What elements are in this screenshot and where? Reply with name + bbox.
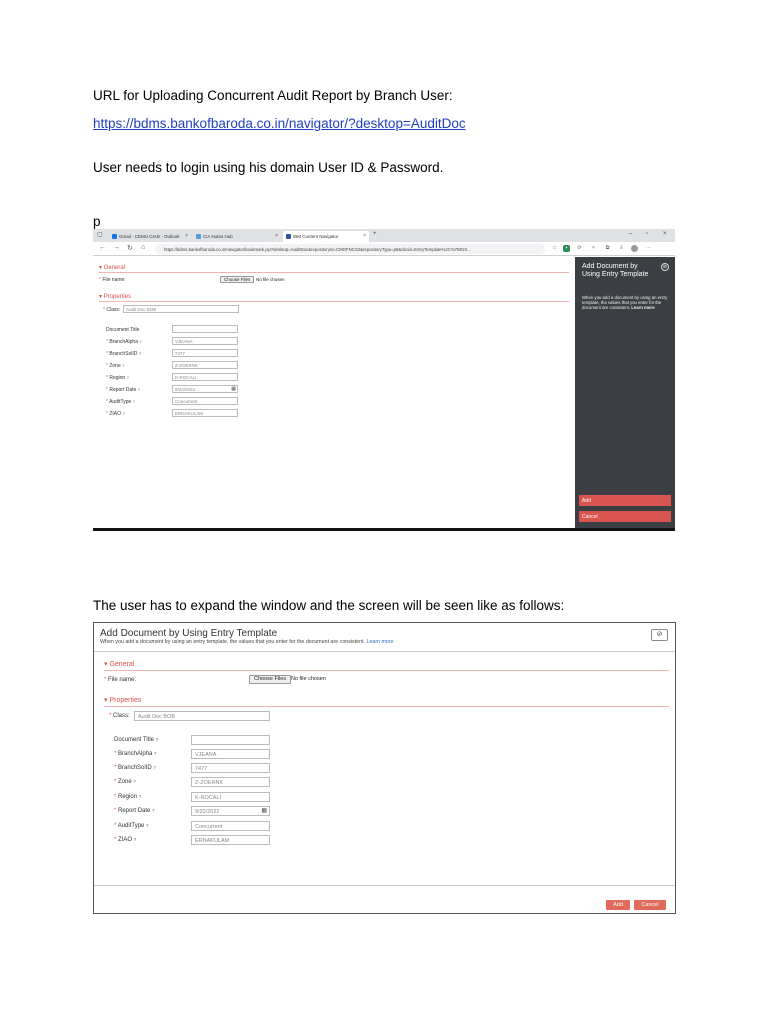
url-input[interactable]: https://bdms.bankofbaroda.co.in/navigator/bookmark.jsp?desktop=AuditDoc&repositoryId=CMOFNCS2&repositoryType=p8&docid=EntryTemplate%2C%7B022... [155, 244, 545, 254]
extension-green-icon[interactable]: ▪ [563, 245, 570, 252]
file-name-label: * File name: [104, 677, 137, 683]
branch-sol-id-label: * BranchSolID ? [114, 765, 156, 771]
refresh-icon[interactable]: ↻ [127, 245, 133, 252]
entry-template-side-panel [575, 257, 675, 528]
report-date-label: * Report Date ? [106, 387, 140, 393]
profile-avatar[interactable] [631, 245, 638, 252]
divider [104, 706, 669, 707]
forward-icon[interactable]: → [113, 244, 120, 251]
help-icon: ? [133, 779, 136, 784]
browser-tab-bar [93, 229, 675, 242]
add-button[interactable]: Add [579, 495, 671, 506]
branch-sol-id-input[interactable]: 7477 [191, 763, 270, 773]
extension-icon[interactable]: ⟳ [577, 245, 582, 251]
help-icon: ? [146, 823, 149, 828]
help-icon: ? [137, 387, 140, 392]
divider [99, 272, 569, 273]
browser-tab-cia-notes[interactable] [193, 231, 281, 242]
dialog-title: Add Document by Using Entry Template [100, 628, 278, 639]
tab-label: CIA Notes Hub [203, 234, 233, 239]
close-icon[interactable]: ⊘ [662, 264, 668, 270]
divider [104, 670, 669, 671]
help-icon: ? [122, 363, 125, 368]
tab-label: IBM Content Navigator [293, 234, 339, 239]
help-icon: ? [155, 737, 159, 742]
audit-type-label: * AuditType ? [114, 823, 149, 829]
dialog-description: When you add a document by using an entry template, the values that you enter for the document are consistent. Learn more [100, 639, 394, 645]
ibm-icon [286, 234, 291, 239]
calendar-icon[interactable]: ▦ [261, 808, 267, 814]
branch-alpha-label: * BranchAlpha ? [106, 339, 142, 345]
branch-alpha-input[interactable]: VJEANA [172, 337, 238, 345]
document-title-label: Document Title [106, 327, 140, 333]
help-icon: ? [122, 411, 125, 416]
help-icon: ? [126, 375, 129, 380]
help-icon: ? [138, 794, 142, 799]
add-button[interactable]: Add [606, 900, 630, 910]
cancel-button[interactable]: Cancel [634, 900, 666, 910]
home-icon[interactable]: ⌂ [141, 244, 146, 251]
report-date-label: * Report Date ? [114, 808, 155, 814]
collections-icon[interactable]: ⧉ [605, 245, 610, 251]
report-date-input[interactable]: 9/22/2022 ▦ [191, 806, 270, 816]
general-section-header[interactable]: ▾ General [99, 265, 126, 271]
browser-tab-gmail[interactable] [109, 231, 191, 242]
cancel-button[interactable]: Cancel [579, 511, 671, 522]
close-window-icon[interactable]: × [663, 231, 667, 237]
divider [99, 301, 569, 302]
address-bar [93, 242, 675, 256]
choose-files-button[interactable]: Choose Files [220, 276, 254, 283]
new-tab-button[interactable]: + [373, 231, 377, 237]
ziao-input[interactable]: ERNAKULAM [191, 835, 270, 845]
notes-icon [196, 234, 201, 239]
minimize-icon[interactable]: – [629, 231, 633, 237]
class-select[interactable]: Audit Doc BOB [123, 305, 239, 313]
help-icon: ? [139, 339, 142, 344]
mail-icon [112, 234, 117, 239]
branch-alpha-label: * BranchAlpha ? [114, 751, 157, 757]
report-date-input[interactable]: 9/22/2022 ▦ [172, 385, 238, 393]
file-name-label: * File name: [99, 277, 126, 283]
help-icon: ? [153, 765, 156, 770]
document-title-label: Document Title ? [114, 737, 159, 743]
help-icon: ? [154, 751, 157, 756]
favorites-icon[interactable]: ✧ [591, 245, 596, 251]
audit-type-label: * AuditType ? [106, 399, 135, 405]
help-icon: ? [138, 351, 142, 356]
document-heading: URL for Uploading Concurrent Audit Report by Branch User: [93, 88, 453, 103]
no-file-text: No file chosen [291, 676, 326, 682]
zone-input[interactable]: Z-ZOERNK [172, 361, 238, 369]
panel-description: When you add a document by using an entry template, the values that you enter for the document are consistent. Learn more [582, 295, 668, 310]
extension-icon[interactable]: ☆ [552, 245, 557, 251]
browser-screenshot [93, 229, 675, 531]
close-icon[interactable]: × [275, 233, 278, 239]
learn-more-link[interactable]: Learn more [366, 639, 394, 645]
properties-section-header[interactable]: ▾ Properties [99, 294, 132, 300]
zone-label: * Zone ? [114, 779, 136, 785]
region-input[interactable]: K-ROCALI [191, 792, 270, 802]
help-icon: ? [152, 808, 155, 813]
help-icon: ? [133, 837, 137, 842]
ziao-input[interactable]: ERNAKULAM [172, 409, 238, 417]
document-title-input[interactable] [172, 325, 238, 333]
expanded-dialog-screenshot [93, 622, 676, 914]
maximize-icon[interactable]: ▫ [646, 231, 649, 237]
tab-actions-icon[interactable]: ▢ [97, 232, 103, 238]
tab-label: Gmail - CEMU CIAD - Outlook [119, 234, 180, 239]
ziao-label: * ZIAO ? [106, 411, 125, 417]
close-icon[interactable]: × [185, 233, 188, 239]
class-select[interactable]: Audit Doc BOB [134, 711, 270, 721]
calendar-icon[interactable]: ▦ [231, 386, 236, 392]
stray-character: p [93, 214, 101, 229]
region-label: * Region ? [114, 794, 142, 800]
login-instruction: User needs to login using his domain User ID & Password. [93, 160, 444, 175]
region-label: * Region ? [106, 375, 129, 381]
branch-alpha-input[interactable]: VJEANA [191, 749, 270, 759]
dialog-body [94, 651, 675, 886]
region-input[interactable]: K-ROCALI [172, 373, 238, 381]
downloads-icon[interactable]: ⇩ [619, 245, 624, 251]
browser-tab-content-navigator[interactable] [283, 231, 369, 242]
audit-doc-url-link[interactable]: https://bdms.bankofbaroda.co.in/navigator/?desktop=AuditDoc [93, 116, 466, 131]
class-label: * Class: [103, 307, 121, 313]
no-file-text: No file chosen [256, 277, 285, 282]
zone-label: * Zone ? [106, 363, 125, 369]
help-icon: ? [132, 399, 135, 404]
properties-section-header[interactable]: ▾ Properties [104, 697, 142, 704]
class-label: * Class: [109, 713, 130, 719]
back-icon[interactable]: ← [99, 244, 106, 251]
close-icon[interactable]: × [363, 233, 366, 239]
learn-more-link[interactable]: Learn more [631, 305, 655, 310]
ziao-label: * ZIAO ? [114, 837, 137, 843]
close-icon[interactable]: ⊘ [651, 629, 668, 641]
choose-files-button[interactable]: Choose Files [249, 675, 291, 684]
add-document-form [93, 257, 575, 528]
general-section-header[interactable]: ▾ General [104, 661, 135, 668]
panel-title: Add Document by Using Entry Template [582, 263, 649, 278]
expand-instruction: The user has to expand the window and the screen will be seen like as follows: [93, 598, 565, 613]
audit-type-input[interactable]: Concurrent [191, 821, 270, 831]
branch-sol-id-input[interactable]: 7477 [172, 349, 238, 357]
branch-sol-id-label: * BranchSolID ? [106, 351, 142, 357]
audit-type-input[interactable]: Concurrent [172, 397, 238, 405]
menu-icon[interactable]: ⋯ [646, 245, 651, 251]
zone-input[interactable]: Z-ZOERNK [191, 777, 270, 787]
document-title-input[interactable] [191, 735, 270, 745]
